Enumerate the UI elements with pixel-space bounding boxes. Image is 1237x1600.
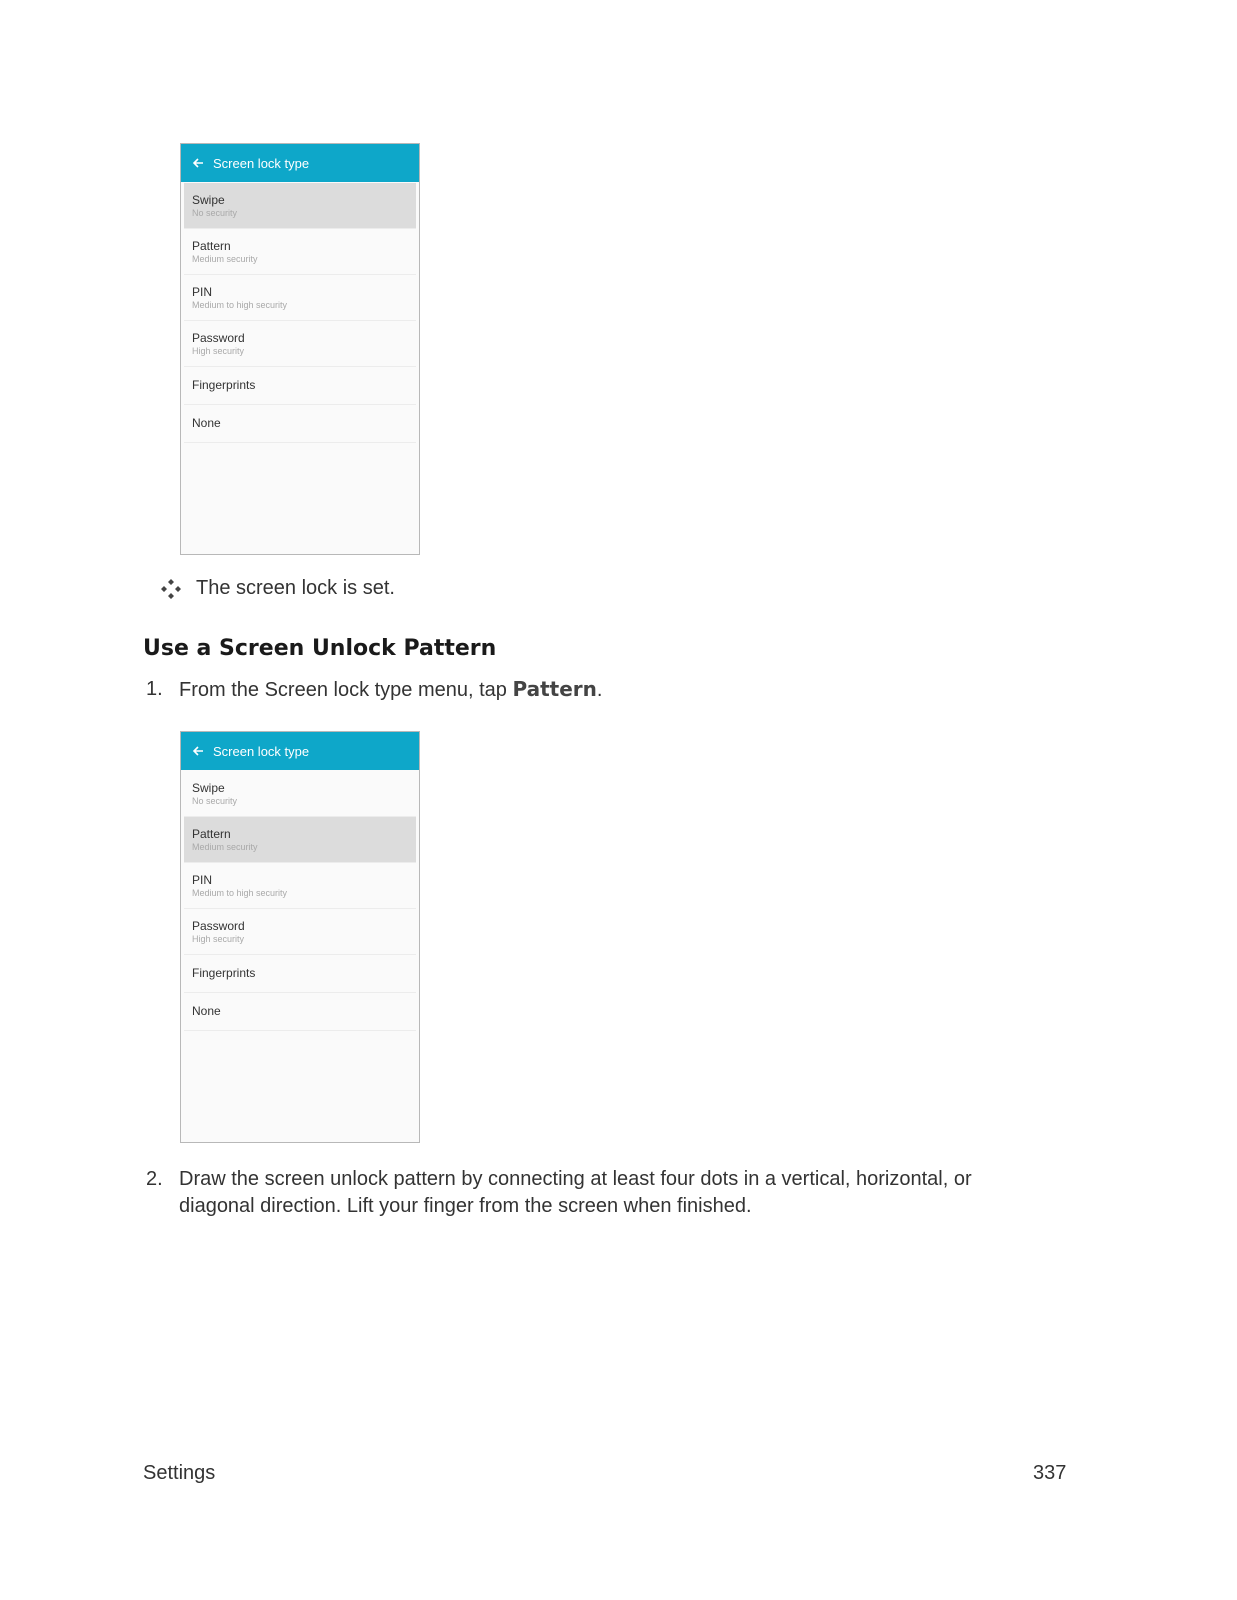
option-label: Pattern (192, 238, 231, 253)
option-sublabel: High security (192, 345, 245, 356)
option-label: Password (192, 330, 245, 345)
option-none[interactable] (184, 405, 416, 443)
option-sublabel: Medium security (192, 841, 258, 852)
option-label: PIN (192, 284, 213, 299)
back-arrow-icon[interactable] (191, 744, 205, 758)
option-none[interactable] (184, 993, 416, 1031)
lock-type-list (181, 770, 419, 1031)
option-sublabel: No security (192, 207, 238, 218)
step-bold-term: Pattern (512, 677, 597, 701)
option-label: None (192, 416, 221, 430)
step-2 (146, 1166, 1046, 1220)
option-label: Swipe (192, 192, 225, 207)
step-1 (146, 676, 1046, 704)
option-label: Pattern (192, 826, 231, 841)
option-pin[interactable] (184, 863, 416, 909)
step-number: 1. (146, 678, 163, 700)
option-label: None (192, 1004, 221, 1018)
step-text-part: . (596, 679, 603, 701)
option-sublabel: No security (192, 795, 238, 806)
option-sublabel: High security (192, 933, 245, 944)
option-sublabel: Medium to high security (192, 299, 288, 310)
option-pattern[interactable] (184, 817, 416, 863)
app-bar-title: Screen lock type (213, 155, 310, 171)
step-text (179, 676, 1046, 704)
screen-lock-type-screenshot-2 (180, 731, 420, 1143)
app-bar (181, 732, 419, 770)
option-label: Fingerprints (192, 966, 256, 980)
option-label: Password (192, 918, 245, 933)
option-password[interactable] (184, 321, 416, 367)
note-text: The screen lock is set. (196, 577, 395, 599)
option-swipe[interactable] (184, 183, 416, 229)
lock-type-list (181, 182, 419, 443)
section-heading: Use a Screen Unlock Pattern (143, 636, 497, 661)
option-password[interactable] (184, 909, 416, 955)
back-arrow-icon[interactable] (191, 156, 205, 170)
option-label: PIN (192, 872, 213, 887)
app-bar-title: Screen lock type (213, 743, 310, 759)
step-text-part: From the Screen lock type menu, tap (179, 679, 513, 701)
option-label: Swipe (192, 780, 225, 795)
option-fingerprints[interactable] (184, 955, 416, 993)
result-note (160, 577, 395, 600)
option-label: Fingerprints (192, 378, 256, 392)
option-pin[interactable] (184, 275, 416, 321)
screen-lock-type-screenshot-1 (180, 143, 420, 555)
footer-section-name: Settings (143, 1462, 216, 1484)
step-text: Draw the screen unlock pattern by connecting at least four dots in a vertical, horizontal, or diagonal direction. Lift your finger from the screen when finished. (179, 1168, 972, 1217)
app-bar (181, 144, 419, 182)
option-sublabel: Medium security (192, 253, 258, 264)
page-number: 337 (1033, 1462, 1067, 1484)
option-pattern[interactable] (184, 229, 416, 275)
option-swipe[interactable] (184, 771, 416, 817)
option-fingerprints[interactable] (184, 367, 416, 405)
step-number: 2. (146, 1168, 163, 1190)
option-sublabel: Medium to high security (192, 887, 288, 898)
four-diamond-bullet-icon (160, 578, 182, 600)
